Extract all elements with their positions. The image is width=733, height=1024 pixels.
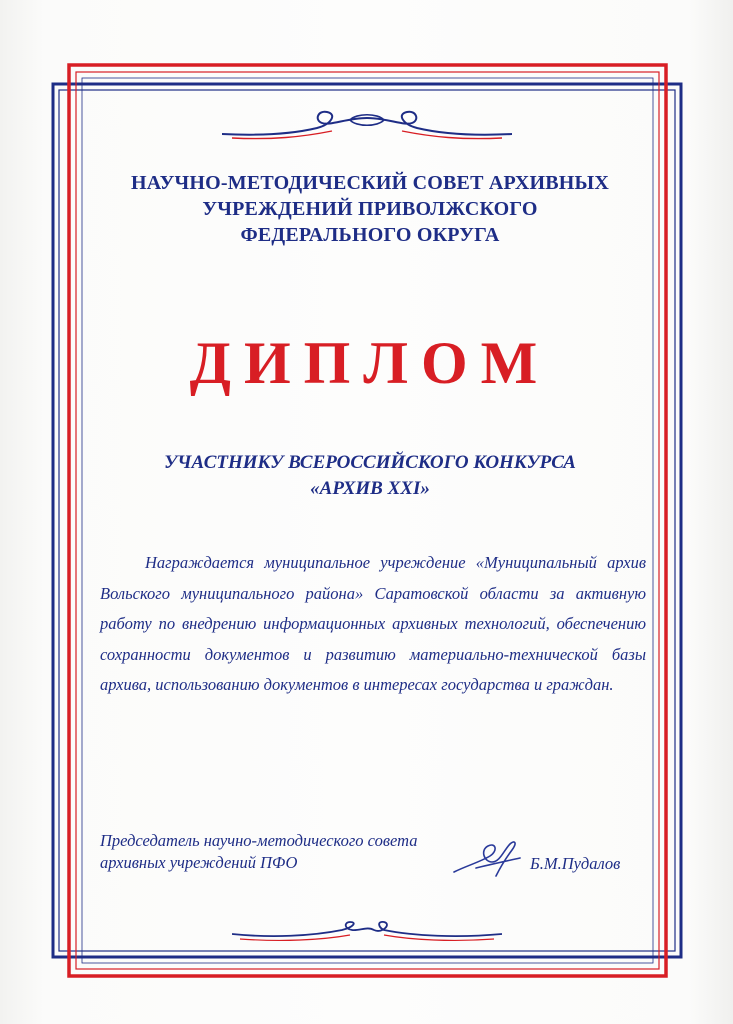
diploma-heading: ДИПЛОМ	[189, 330, 551, 396]
signer-name: Б.М.Пудалов	[530, 854, 621, 873]
top-ornament	[222, 104, 512, 144]
signatory-title	[100, 830, 500, 874]
signatory-title-line-2: архивных учреждений ПФО	[100, 853, 298, 872]
organization-title-line-1: НАУЧНО-МЕТОДИЧЕСКИЙ СОВЕТ АРХИВНЫХ	[130, 172, 609, 194]
bottom-ornament	[232, 918, 502, 946]
recipient-title-line-2: «АРХИВ XXI»	[310, 478, 430, 499]
organization-title-line-2: УЧРЕЖДЕНИЙ ПРИВОЛЖСКОГО	[202, 198, 538, 220]
recipient-title-line-1: УЧАСТНИКУ ВСЕРОССИЙСКОГО КОНКУРСА	[164, 452, 576, 473]
organization-title	[90, 170, 650, 248]
award-text: Награждается муниципальное учреждение «Муниципальный архив Вольского муниципального района» Саратовской области за активную работу по внедрению информационных архивных технологий, обеспечению сохранности документов и развитию материально-технической базы архива, использованию документов в интересах государства и граждан.	[100, 553, 646, 694]
signatory-title-line-1: Председатель научно-методического совета	[100, 831, 418, 850]
recipient-title	[100, 450, 640, 502]
handwritten-signature	[446, 832, 526, 882]
organization-title-line-3: ФЕДЕРАЛЬНОГО ОКРУГА	[240, 224, 500, 246]
